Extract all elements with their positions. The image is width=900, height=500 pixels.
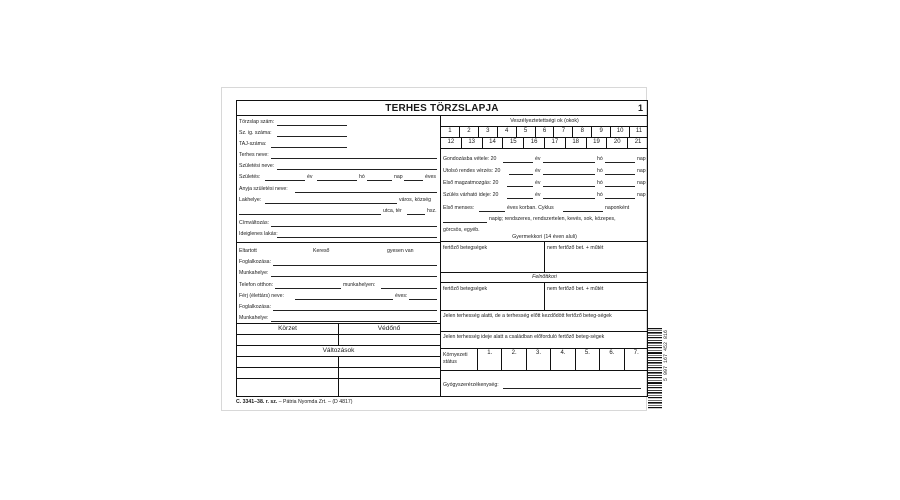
env-status-cell[interactable]: 5. <box>576 348 600 370</box>
street-field[interactable] <box>239 208 381 215</box>
changes-top-line <box>237 345 440 346</box>
due-date-label: Szülés várható ideje: 20 <box>443 192 499 198</box>
birth-day-field[interactable] <box>367 174 392 181</box>
risk-cell[interactable]: 11 <box>635 128 643 134</box>
env-status-cell[interactable]: 7. <box>633 350 639 356</box>
form-code: C. 3341–38. r. sz. <box>236 399 278 405</box>
spouse-age-label: éves: <box>395 293 408 299</box>
risk-cell[interactable]: 21 <box>634 139 642 145</box>
first-movement-label: Első magzatmozgás: 20 <box>443 180 499 186</box>
last-period-month[interactable] <box>543 168 595 175</box>
district-row-line <box>237 334 440 335</box>
footer <box>236 399 353 405</box>
form-card <box>222 88 646 410</box>
last-period-year[interactable] <box>509 168 533 175</box>
risk-cell[interactable]: 15 <box>503 137 524 148</box>
house-number-unit: hsz. <box>427 208 437 214</box>
risk-cell[interactable]: 3 <box>479 126 498 137</box>
risk-cell[interactable]: 5 <box>517 126 536 137</box>
birth-year-field[interactable] <box>265 174 305 181</box>
env-status-bottom-line <box>441 370 648 371</box>
first-movement-day-unit: nap <box>637 180 646 186</box>
risk-cell[interactable]: 7 <box>554 126 573 137</box>
title-divider <box>237 115 647 116</box>
childhood-header: Gyermekkori (14 éven aluli) <box>512 234 577 240</box>
last-period-month-unit: hó <box>597 168 603 174</box>
care-start-day-unit: nap <box>637 156 646 162</box>
first-menses-text-d: görcsös, egyéb. <box>443 227 480 233</box>
changes-divider <box>338 356 339 397</box>
work-phone-field[interactable] <box>381 282 437 289</box>
spouse-age-field[interactable] <box>409 293 437 300</box>
changes-header: Változások <box>322 347 355 354</box>
first-movement-year[interactable] <box>507 180 533 187</box>
risk-cell[interactable]: 12 <box>441 137 462 148</box>
child-noninfectious-label: nem fertőző bet. + műtét <box>547 245 604 251</box>
first-movement-year-unit: év <box>535 180 541 186</box>
risk-cell[interactable]: 20 <box>607 137 628 148</box>
allergy-label: Gyógyszerérzékenység: <box>443 382 499 388</box>
birth-month-field[interactable] <box>317 174 357 181</box>
id-number-label: Sz. ig. száma: <box>239 130 272 136</box>
adult-header: Felnőttkori <box>532 274 557 280</box>
risk-cell[interactable]: 16 <box>524 137 545 148</box>
period-days-field[interactable] <box>443 216 487 223</box>
due-date-day[interactable] <box>605 192 635 199</box>
spouse-workplace-field[interactable] <box>271 315 437 322</box>
due-date-year-unit: év <box>535 192 541 198</box>
spouse-workplace-label: Munkahelye: <box>239 315 269 321</box>
first-menses-text-c: napig; rendszeres, rendszertelen, kevés, sok, közepes, <box>489 216 616 222</box>
env-status-cell[interactable]: 4. <box>551 348 575 370</box>
work-phone-label: munkahelyen: <box>343 282 376 288</box>
id-number-field[interactable] <box>277 130 347 137</box>
taj-field[interactable] <box>271 141 347 148</box>
name-label: Terhes neve: <box>239 152 269 158</box>
street-unit: utca, tér <box>383 208 402 214</box>
residence-label: Lakhelye: <box>239 197 262 203</box>
env-status-label: Környezeti státus <box>443 352 468 365</box>
changes-row-2 <box>237 367 440 368</box>
form-title: TERHES TÖRZSLAPJA <box>385 103 499 114</box>
last-period-day-unit: nap <box>637 168 646 174</box>
care-start-year-unit: év <box>535 156 541 162</box>
address-change-label: Címváltozás: <box>239 220 269 226</box>
risk-cell[interactable]: 4 <box>498 126 517 137</box>
record-number-label: Törzslap szám: <box>239 119 275 125</box>
risk-row-1 <box>441 126 648 137</box>
first-menses-age[interactable] <box>479 205 505 212</box>
risk-cell[interactable]: 1 <box>441 126 460 137</box>
child-infectious-label: fertőző betegségek <box>443 245 488 251</box>
first-menses-label: Első menses: <box>443 205 475 211</box>
temp-address-field[interactable] <box>277 231 437 238</box>
district-header: Körzet <box>278 325 297 332</box>
workplace-field[interactable] <box>271 270 437 277</box>
temp-address-label: Ideiglenes lakás: <box>239 231 278 237</box>
name-field[interactable] <box>271 152 437 159</box>
env-status-cell[interactable]: 1. <box>478 348 502 370</box>
birth-name-label: Születési neve: <box>239 163 275 169</box>
city-unit: város, község <box>399 197 432 203</box>
care-start-year[interactable] <box>503 156 533 163</box>
due-date-month[interactable] <box>543 192 595 199</box>
pregnancy-record-form <box>236 100 648 397</box>
address-change-field[interactable] <box>271 220 437 227</box>
spouse-name-label: Férj (élettárs) neve: <box>239 293 284 299</box>
first-menses-text-b: naponként <box>605 205 630 211</box>
adult-top-line <box>441 272 648 273</box>
dependent-label: Eltartott <box>239 248 257 254</box>
birth-name-field[interactable] <box>277 163 437 170</box>
nurse-header: Védőnő <box>377 325 401 332</box>
last-period-day[interactable] <box>605 168 635 175</box>
adult-bottom-line <box>441 310 648 311</box>
age-unit: éves <box>425 174 436 180</box>
due-date-year[interactable] <box>507 192 533 199</box>
city-field[interactable] <box>265 197 397 204</box>
risk-row-2 <box>441 137 648 148</box>
family-diseases-label: Jelen terhesség ideje alatt a családban előforduló fertőző beteg-ségek <box>443 334 605 340</box>
center-divider <box>440 115 441 397</box>
changes-row-3 <box>237 378 440 379</box>
care-start-month-unit: hó <box>597 156 603 162</box>
risk-cell[interactable]: 18 <box>566 137 587 148</box>
risk-grid-bottom <box>441 148 648 149</box>
env-status-cell[interactable]: 3. <box>527 348 551 370</box>
risk-cell[interactable]: 10 <box>611 126 630 137</box>
spouse-occupation-label: Foglalkozása: <box>239 304 272 310</box>
birth-month-unit: hó <box>359 174 365 180</box>
risk-cell[interactable]: 9 <box>592 126 611 137</box>
first-movement-month-unit: hó <box>597 180 603 186</box>
env-status-cell[interactable]: 6. <box>600 348 624 370</box>
risk-cell[interactable]: 14 <box>483 137 504 148</box>
risk-cell[interactable]: 8 <box>573 126 592 137</box>
allergy-field[interactable] <box>503 382 641 389</box>
first-menses-text-a: éves korban. Cyklus <box>507 205 554 211</box>
home-phone-label: Telefon otthon: <box>239 282 274 288</box>
occupation-field[interactable] <box>273 259 437 266</box>
adult-col-divider <box>544 282 545 310</box>
mother-name-label: Anyja születési neve: <box>239 186 288 192</box>
mother-name-field[interactable] <box>295 186 437 193</box>
care-start-month[interactable] <box>543 156 595 163</box>
earner-label: Kereső <box>313 248 330 254</box>
care-start-label: Gondozásba vétele: 20 <box>443 156 497 162</box>
page-number: 1 <box>637 103 643 113</box>
adult-noninfectious-label: nem fertőző bet. + műtét <box>547 286 604 292</box>
current-pregnancy-line <box>441 331 648 332</box>
first-movement-day[interactable] <box>605 180 635 187</box>
occupation-label: Foglalkozása: <box>239 259 272 265</box>
changes-row-1 <box>237 356 440 357</box>
risk-cell[interactable]: 6 <box>536 126 555 137</box>
birth-label: Születés: <box>239 174 261 180</box>
env-status-cell[interactable]: 2. <box>502 348 526 370</box>
house-number-field[interactable] <box>407 208 425 215</box>
spouse-name-field[interactable] <box>295 293 393 300</box>
spouse-occupation-field[interactable] <box>273 304 437 311</box>
record-number-field[interactable] <box>277 119 347 126</box>
risk-cell[interactable]: 19 <box>587 137 608 148</box>
risk-cell[interactable]: 13 <box>462 137 483 148</box>
adult-infectious-label: fertőző betegségek <box>443 286 488 292</box>
cycle-field[interactable] <box>563 205 603 212</box>
due-date-month-unit: hó <box>597 192 603 198</box>
due-date-day-unit: nap <box>637 192 646 198</box>
last-period-label: Utolsó rendes vérzés: 20 <box>443 168 501 174</box>
barcode-number: 5 997 167 452 816 <box>663 330 669 382</box>
childhood-col-divider <box>544 241 545 272</box>
left-section-divider-1 <box>237 242 440 243</box>
last-period-year-unit: év <box>535 168 541 174</box>
workplace-label: Munkahelye: <box>239 270 269 276</box>
risk-header: Veszélyeztetettségi ok (okok) <box>510 118 579 124</box>
first-movement-month[interactable] <box>543 180 595 187</box>
birth-year-unit: év <box>307 174 313 180</box>
home-phone-field[interactable] <box>275 282 341 289</box>
barcode <box>648 326 662 410</box>
env-status-grid <box>477 348 648 370</box>
publisher: – Pátria Nyomda Zrt. – (D 4817) <box>277 399 353 405</box>
birth-day-unit: nap <box>394 174 403 180</box>
current-pregnancy-label: Jelen terhesség alatti, de a terhesség előtt kezdődött fertőző beteg-ségek <box>443 313 612 319</box>
risk-cell[interactable]: 17 <box>545 137 566 148</box>
care-start-day[interactable] <box>605 156 635 163</box>
risk-cell[interactable]: 2 <box>460 126 479 137</box>
age-field[interactable] <box>404 174 423 181</box>
taj-label: TAJ-száma: <box>239 141 267 147</box>
gyes-label: gyesen van <box>387 248 414 254</box>
